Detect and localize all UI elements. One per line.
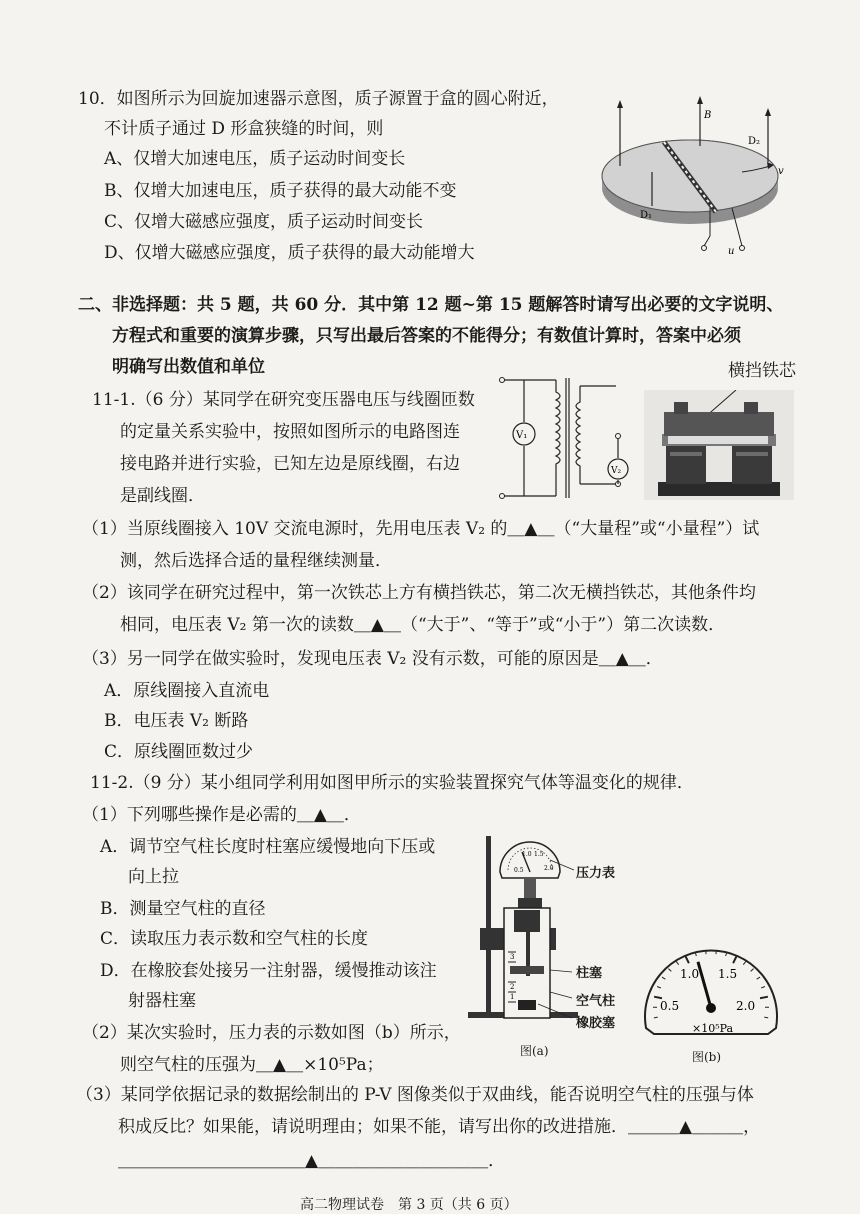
section2-line2: 方程式和重要的演算步骤，只写出最后答案的不能得分；有数值计算时，答案中必须 bbox=[112, 326, 741, 346]
gauge-unit: ×10⁵Pa bbox=[692, 1022, 734, 1035]
q11-2-option-b: B．测量空气柱的直径 bbox=[100, 899, 266, 919]
q11-2-option-a1: A．调节空气柱长度时柱塞应缓慢地向下压或 bbox=[100, 837, 436, 857]
gauge-tick-0.5: 0.5 bbox=[660, 999, 680, 1013]
q11-1-p2-line1: （2）该同学在研究过程中，第一次铁芯上方有横挡铁芯，第二次无横挡铁芯，其他条件均 bbox=[82, 583, 756, 603]
q10-option-b: B、仅增大加速电压，质子获得的最大动能不变 bbox=[104, 181, 457, 201]
label-d2: D₂ bbox=[748, 136, 761, 147]
transformer-circuit bbox=[496, 372, 636, 502]
q11-1-stem3: 接电路并进行实验，已知左边是原线圈，右边 bbox=[120, 454, 460, 474]
q11-2-option-c: C．读取压力表示数和空气柱的长度 bbox=[100, 929, 369, 949]
svg-text:3: 3 bbox=[510, 953, 515, 961]
svg-text:1.5: 1.5 bbox=[534, 851, 544, 858]
v2-label: V₂ bbox=[611, 466, 622, 476]
photo-label: 横挡铁芯 bbox=[728, 361, 796, 381]
gauge-tick-mark bbox=[764, 1017, 768, 1018]
q10-stem-line1: 10．如图所示为回旋加速器示意图，质子源置于盒的圆心附近， bbox=[78, 89, 559, 109]
gauge-tick-1.0: 1.0 bbox=[680, 967, 700, 981]
q11-1-stem4: 是副线圈． bbox=[120, 486, 205, 506]
q11-1-option-a: A．原线圈接入直流电 bbox=[104, 681, 270, 701]
q10-stem-line2: 不计质子通过 D 形盒狭缝的时间，则 bbox=[104, 119, 384, 139]
q11-1-stem1: 11-1.（6 分）某同学在研究变压器电压与线圈匝数 bbox=[92, 390, 475, 410]
q11-2-option-a2: 向上拉 bbox=[128, 867, 179, 887]
label-u: u bbox=[728, 246, 735, 256]
q11-1-p3: （3）另一同学在做实验时，发现电压表 V₂ 没有示数，可能的原因是＿▲＿． bbox=[82, 649, 663, 669]
q11-1-p2-line2: 相同，电压表 V₂ 第一次的读数＿▲＿（“大于”、“等于”或“小于”）第二次读数． bbox=[120, 615, 726, 635]
q11-1-stem2: 的定量关系实验中，按照如图所示的电路图连 bbox=[120, 422, 460, 442]
label-b: B bbox=[704, 110, 712, 121]
q10-option-a: A、仅增大加速电压，质子运动时间变长 bbox=[104, 149, 406, 169]
q11-1-option-b: B．电压表 V₂ 断路 bbox=[104, 711, 249, 731]
cyclotron-diagram bbox=[592, 96, 804, 256]
q11-2-p2-line2: 则空气柱的压强为＿▲＿×10⁵Pa； bbox=[120, 1055, 384, 1075]
svg-text:1.0: 1.0 bbox=[522, 851, 532, 858]
label-air-column: 空气柱 bbox=[576, 994, 616, 1009]
section2-line1: 二、非选择题：共 5 题，共 60 分．其中第 12 题~第 15 题解答时请写出必要的文字说明、 bbox=[78, 295, 784, 315]
gauge-tick-mark bbox=[654, 1017, 658, 1018]
v1-label: V₁ bbox=[516, 430, 528, 441]
label-rubber-stopper: 橡胶塞 bbox=[576, 1016, 616, 1031]
page-footer: 高二物理试卷 第 3 页（共 6 页） bbox=[300, 1197, 518, 1213]
q11-2-p3-line1: （3）某同学依据记录的数据绘制出的 P-V 图像类似于双曲线，能否说明空气柱的压强与体 bbox=[76, 1085, 754, 1105]
svg-text:2.0: 2.0 bbox=[544, 865, 554, 872]
gauge-tick-2.0: 2.0 bbox=[736, 999, 756, 1013]
q11-2-p3-line2: 积成反比？如果能，请说明理由；如果不能，请写出你的改进措施．＿＿＿▲＿＿＿， bbox=[118, 1117, 761, 1137]
label-d1: D₁ bbox=[640, 210, 653, 221]
transformer-photo bbox=[644, 390, 794, 500]
q11-1-p1-line2: 测，然后选择合适的量程继续测量． bbox=[120, 551, 392, 571]
q11-1-p1-line1: （1）当原线圈接入 10V 交流电源时，先用电压表 V₂ 的＿▲＿（“大量程”或“小量程”）试 bbox=[82, 519, 760, 539]
figure-b-caption: 图(b) bbox=[692, 1050, 722, 1064]
svg-text:0.5: 0.5 bbox=[514, 867, 524, 874]
apparatus-figure-a bbox=[466, 832, 586, 1042]
q11-2-stem: 11-2.（9 分）某小组同学利用如图甲所示的实验装置探究气体等温变化的规律． bbox=[90, 773, 694, 793]
q11-2-p1: （1）下列哪些操作是必需的＿▲＿． bbox=[82, 805, 361, 825]
section2-line3: 明确写出数值和单位 bbox=[112, 357, 265, 377]
figure-a-caption: 图(a) bbox=[520, 1044, 549, 1058]
pressure-gauge-figure-b bbox=[636, 936, 786, 1046]
q10-option-c: C、仅增大磁感应强度，质子运动时间变长 bbox=[104, 212, 424, 232]
gauge-tick-1.5: 1.5 bbox=[718, 967, 738, 981]
label-v: v bbox=[778, 166, 784, 177]
q10-option-d: D、仅增大磁感应强度，质子获得的最大动能增大 bbox=[104, 243, 475, 263]
svg-text:1: 1 bbox=[510, 993, 515, 1001]
q11-2-option-d1: D．在橡胶套处接另一注射器，缓慢推动该注 bbox=[100, 961, 437, 981]
svg-text:2: 2 bbox=[510, 983, 515, 991]
q11-2-p2-line1: （2）某次实验时，压力表的示数如图（b）所示， bbox=[82, 1023, 461, 1043]
q11-2-p3-line3: ＿＿＿＿＿＿＿＿＿＿＿▲＿＿＿＿＿＿＿＿＿＿． bbox=[118, 1151, 506, 1171]
q11-2-option-d2: 射器柱塞 bbox=[128, 991, 196, 1011]
label-plunger: 柱塞 bbox=[576, 966, 603, 981]
label-pressure-gauge: 压力表 bbox=[576, 866, 616, 881]
q11-1-option-c: C．原线圈匝数过少 bbox=[104, 742, 254, 762]
